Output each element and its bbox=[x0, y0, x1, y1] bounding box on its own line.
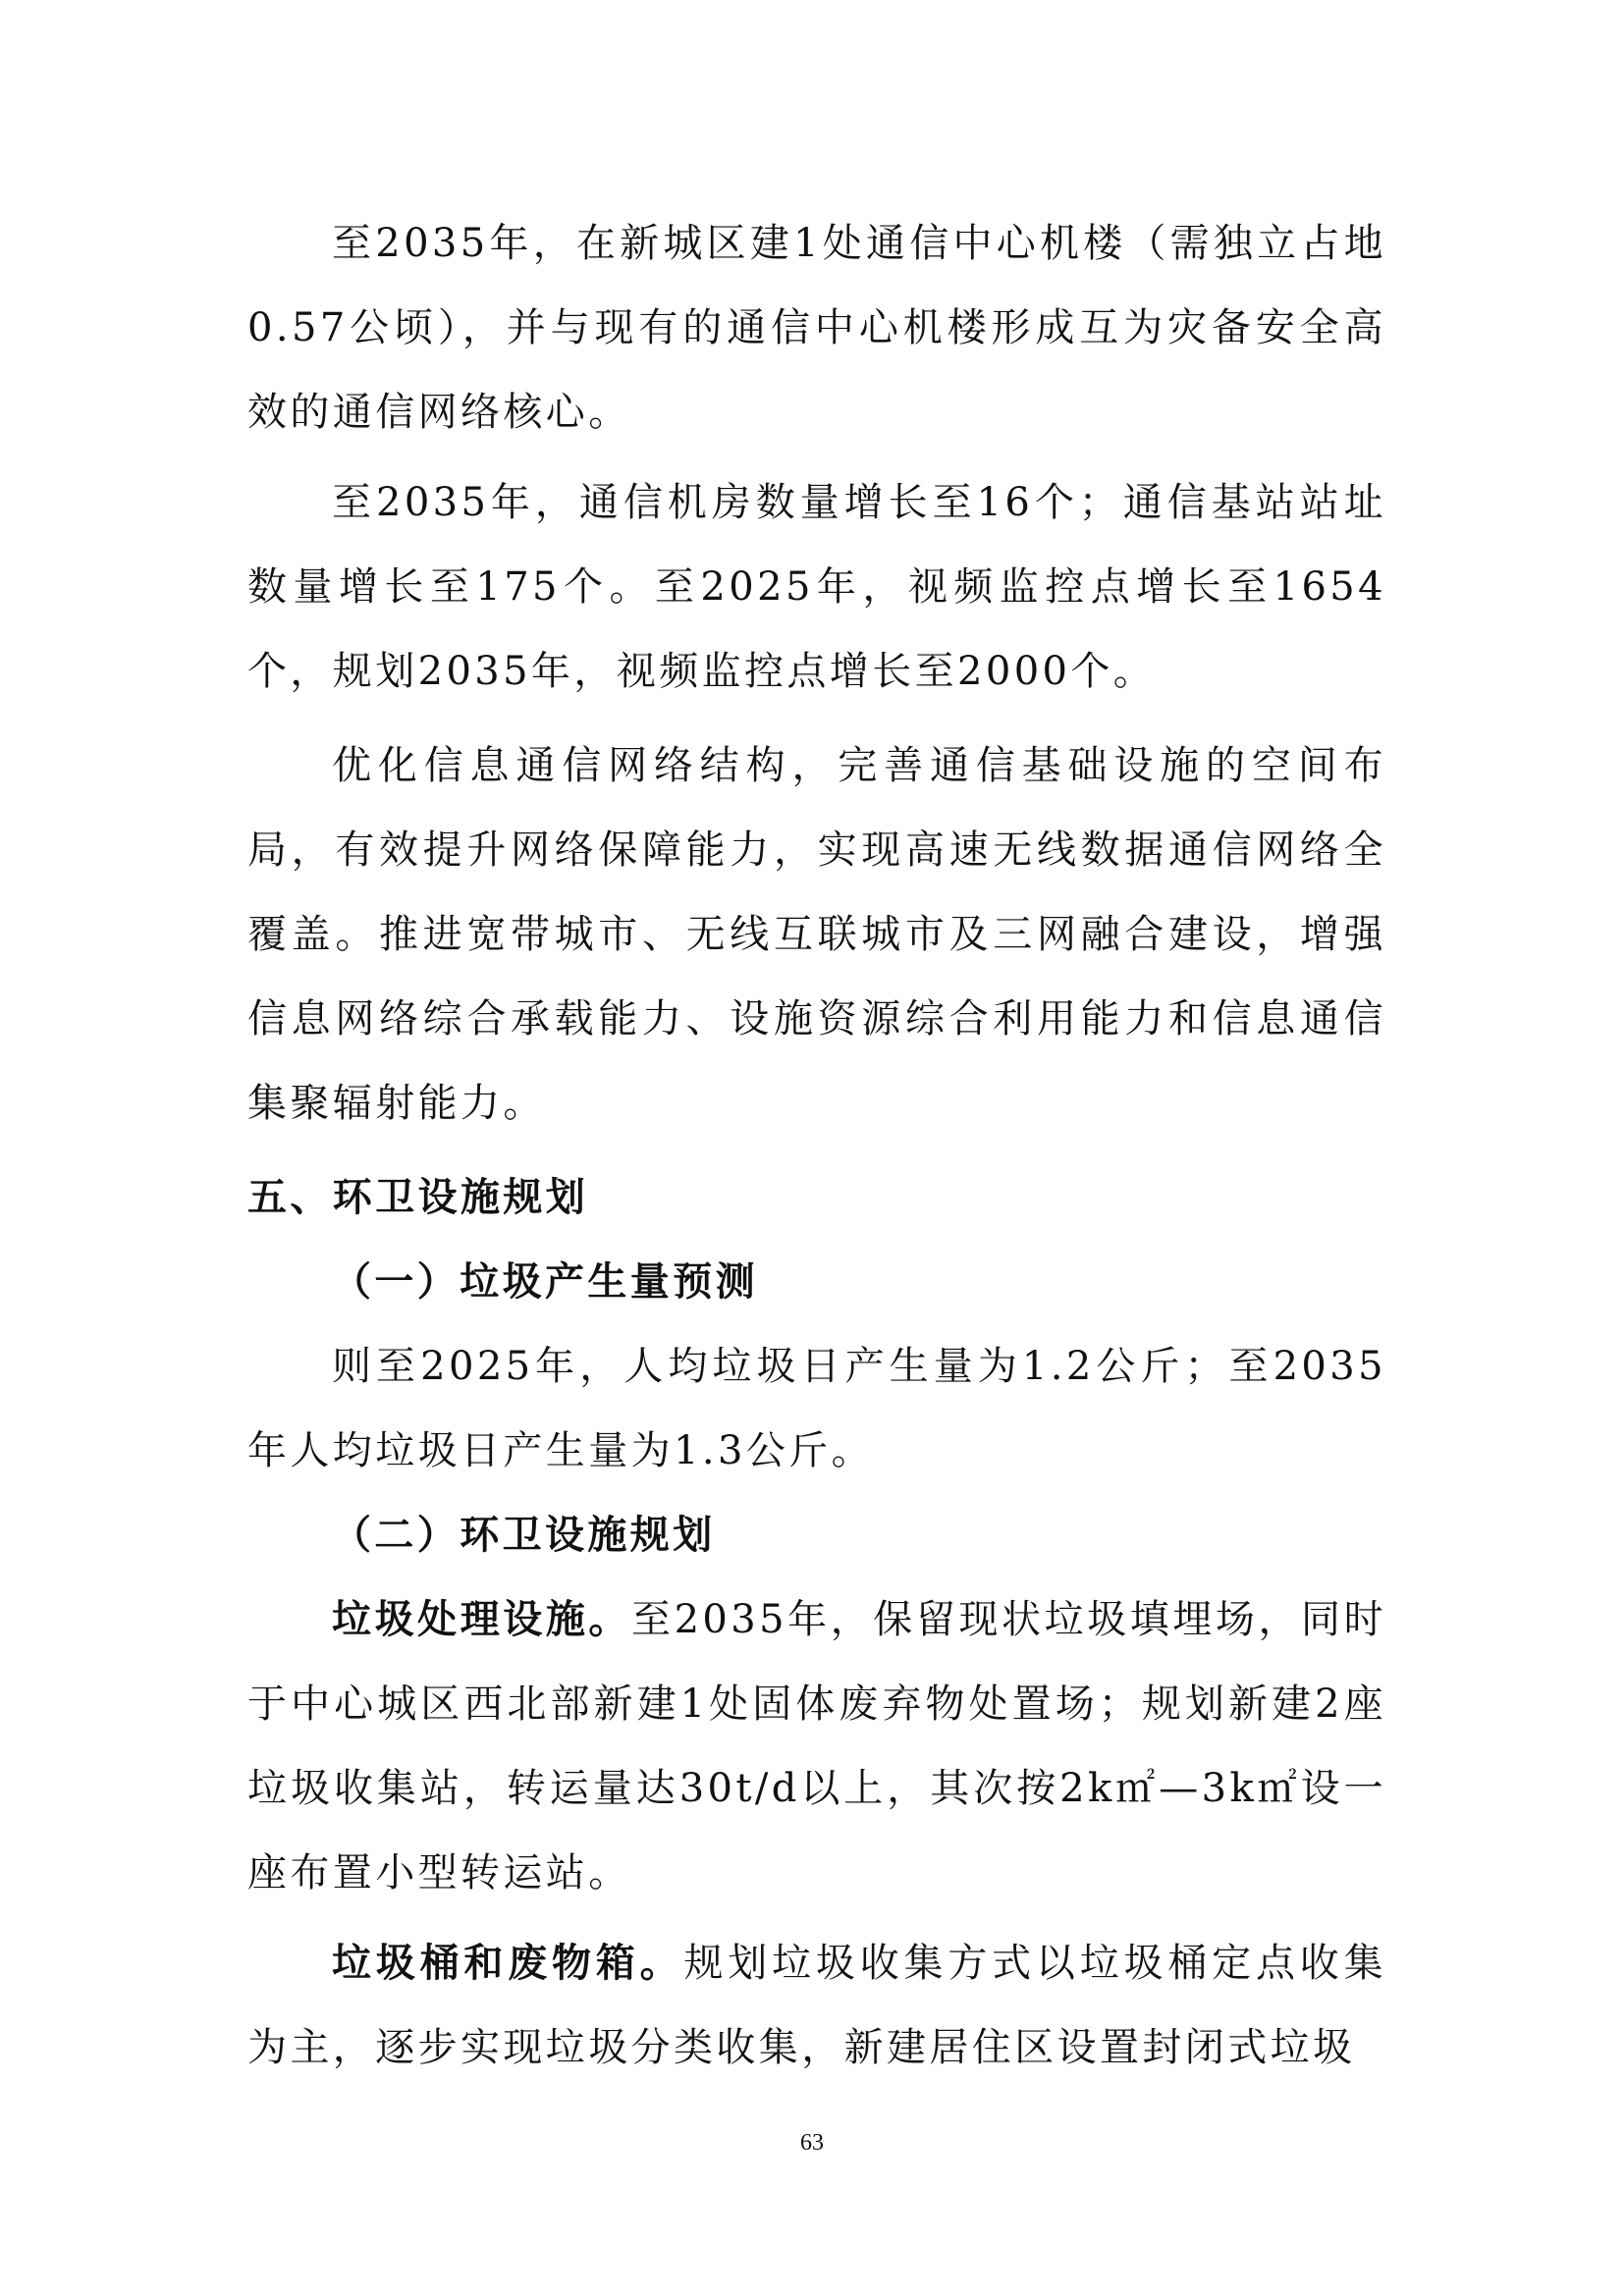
lead-bins: 垃圾桶和废物箱。 bbox=[332, 1941, 684, 1986]
subsection-heading-waste-forecast: （一）垃圾产生量预测 bbox=[332, 1259, 758, 1305]
paragraph-bins bbox=[247, 1921, 1386, 2090]
text-bins: 规划垃圾收集方式以垃圾桶定点收集为主，逐步实现垃圾分类收集，新建居住区设置封闭式垃圾 bbox=[247, 1941, 1386, 2070]
page-number: 63 bbox=[800, 2130, 824, 2156]
section-heading: 五、环卫设施规划 bbox=[247, 1175, 589, 1220]
paragraph-telecom-center: 至2035年，在新城区建1处通信中心机楼（需独立占地0.57公顷），并与现有的通信中心机楼形成互为灾备安全高效的通信网络核心。 bbox=[247, 221, 1386, 435]
paragraph-telecom-targets: 至2035年，通信机房数量增长至16个；通信基站站址数量增长至175个。至2025年，视频监控点增长至1654个，规划2035年，视频监控点增长至2000个。 bbox=[247, 480, 1386, 694]
text-waste-treatment: 至2035年，保留现状垃圾填埋场，同时于中心城区西北部新建1处固体废弃物处置场；规划新建2座垃圾收集站，转运量达30t/d以上，其次按2k㎡—3k㎡设一座布置小型转运站。 bbox=[247, 1597, 1386, 1896]
paragraph-waste-treatment bbox=[247, 1577, 1386, 1915]
paragraph-waste-forecast: 则至2025年，人均垃圾日产生量为1.2公斤；至2035年人均垃圾日产生量为1.3公斤。 bbox=[247, 1344, 1386, 1473]
page-content bbox=[247, 201, 1386, 2090]
lead-waste-treatment: 垃圾处理设施。 bbox=[332, 1597, 632, 1642]
paragraph-network-optimization: 优化信息通信网络结构，完善通信基础设施的空间布局，有效提升网络保障能力，实现高速无线数据通信网络全覆盖。推进宽带城市、无线互联城市及三网融合建设，增强信息网络综合承载能力、设施资源综合利用能力和信息通信集聚辐射能力。 bbox=[247, 743, 1386, 1126]
subsection-heading-sanitation-facilities: （二）环卫设施规划 bbox=[332, 1513, 716, 1558]
